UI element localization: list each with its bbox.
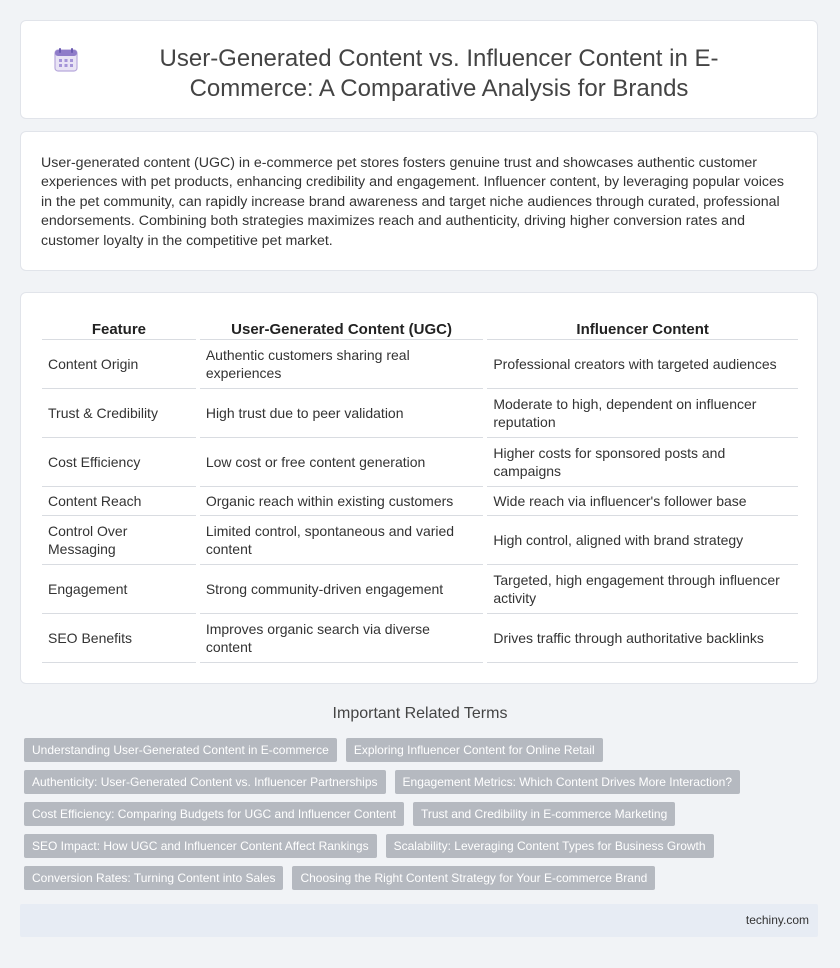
table-cell-feature: Cost Efficiency (42, 438, 196, 487)
table-cell-ugc: Improves organic search via diverse content (200, 614, 484, 663)
related-term-tag[interactable]: Engagement Metrics: Which Content Drives More Interaction? (395, 770, 740, 794)
table-cell-influencer: Targeted, high engagement through influencer activity (487, 565, 798, 614)
footer-site[interactable]: techiny.com (745, 913, 809, 927)
related-term-tag[interactable]: Exploring Influencer Content for Online Retail (346, 738, 603, 762)
related-term-tag[interactable]: Understanding User-Generated Content in E-commerce (24, 738, 337, 762)
related-term-tag[interactable]: Conversion Rates: Turning Content into Sales (24, 866, 283, 890)
table-row (42, 389, 798, 438)
table-cell-ugc: Low cost or free content generation (200, 438, 484, 487)
table-row (42, 438, 798, 487)
table-cell-influencer: High control, aligned with brand strategy (487, 516, 798, 565)
related-term-tag[interactable]: SEO Impact: How UGC and Influencer Content Affect Rankings (24, 834, 377, 858)
table-cell-ugc: High trust due to peer validation (200, 389, 484, 438)
related-terms-list (24, 738, 804, 898)
table-row (42, 487, 798, 516)
header-influencer: Influencer Content (487, 315, 798, 340)
comparison-card (20, 292, 818, 684)
table-cell-influencer: Professional creators with targeted audiences (487, 340, 798, 389)
comparison-table (42, 315, 798, 663)
table-header-row (42, 315, 798, 340)
table-cell-ugc: Organic reach within existing customers (200, 487, 484, 516)
title-card (20, 20, 818, 119)
table-cell-influencer: Wide reach via influencer's follower base (487, 487, 798, 516)
table-cell-feature: Control Over Messaging (42, 516, 196, 565)
intro-paragraph: User-generated content (UGC) in e-commerce pet stores fosters genuine trust and showcases authentic customer experiences with pet products, enhancing credibility and engagement. Influencer content, by leveraging popular voices in the pet community, can rapidly increase brand awareness and target niche audiences through curated, professional endorsements. Combining both strategies maximizes reach and authenticity, driving higher conversion rates and customer loyalty in the competitive pet market. (41, 155, 784, 249)
table-cell-feature: Trust & Credibility (42, 389, 196, 438)
table-cell-feature: Content Origin (42, 340, 196, 389)
table-cell-ugc: Authentic customers sharing real experiences (200, 340, 484, 389)
related-term-tag[interactable]: Authenticity: User-Generated Content vs. Influencer Partnerships (24, 770, 386, 794)
table-row (42, 565, 798, 614)
table-cell-feature: Content Reach (42, 487, 196, 516)
related-term-tag[interactable]: Scalability: Leveraging Content Types for Business Growth (386, 834, 714, 858)
footer (20, 904, 818, 937)
related-term-tag[interactable]: Cost Efficiency: Comparing Budgets for UGC and Influencer Content (24, 802, 404, 826)
table-row (42, 516, 798, 565)
page-title: User-Generated Content vs. Influencer Content in E-Commerce: A Comparative Analysis for Brands (159, 45, 719, 102)
table-row (42, 340, 798, 389)
related-term-tag[interactable]: Choosing the Right Content Strategy for Your E-commerce Brand (292, 866, 655, 890)
table-cell-feature: SEO Benefits (42, 614, 196, 663)
table-cell-influencer: Drives traffic through authoritative backlinks (487, 614, 798, 663)
header-ugc: User-Generated Content (UGC) (200, 315, 484, 340)
intro-card (20, 131, 818, 271)
table-cell-ugc: Limited control, spontaneous and varied content (200, 516, 484, 565)
related-term-tag[interactable]: Trust and Credibility in E-commerce Marketing (413, 802, 675, 826)
header-feature: Feature (42, 315, 196, 340)
table-cell-influencer: Moderate to high, dependent on influencer reputation (487, 389, 798, 438)
table-cell-ugc: Strong community-driven engagement (200, 565, 484, 614)
table-cell-feature: Engagement (42, 565, 196, 614)
table-row (42, 614, 798, 663)
related-terms-title: Important Related Terms (332, 705, 508, 722)
table-cell-influencer: Higher costs for sponsored posts and campaigns (487, 438, 798, 487)
